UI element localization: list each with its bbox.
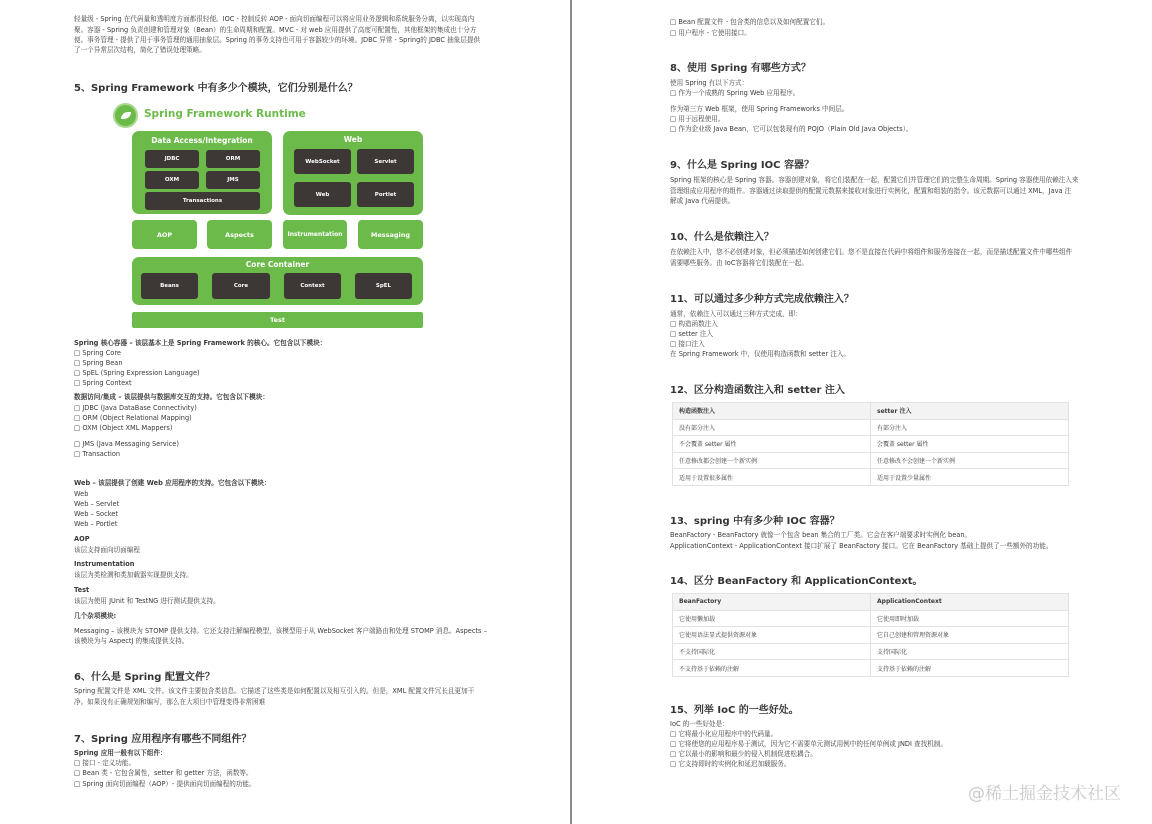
module-websocket: WebSocket <box>294 149 351 174</box>
text-line: 通常，依赖注入可以通过三种方式完成，即： <box>670 310 802 318</box>
table-cell: 任意修改不会创建一个新实例 <box>871 452 1069 469</box>
text-line: 在 Spring Framework 中，仅使用构造函数和 setter 注入。 <box>670 350 851 358</box>
table-cell: 构造函数注入 <box>673 403 871 420</box>
group-title: Data Access/Integration <box>151 136 253 145</box>
list-item: □ Bean 配置文件 - 包含类的信息以及如何配置它们。 <box>670 18 830 26</box>
module-orm: ORM <box>206 150 260 168</box>
heading-7: 7、Spring 应用程序有哪些不同组件？ <box>74 734 252 745</box>
text-line: Spring 框架的核心是 Spring 容器。容器创建对象，将它们装配在一起，配置它们并管理它们的完整生命周期。Spring 容器使用依赖注入来 <box>670 176 1079 184</box>
table-row <box>673 643 1069 660</box>
heading-8: 8、使用 Spring 有哪些方式？ <box>670 63 811 74</box>
constructor-vs-setter-table <box>672 402 1069 486</box>
list-item: □ 它将最小化应用程序中的代码量。 <box>670 730 778 738</box>
module-core: Core <box>212 273 270 299</box>
subheading: AOP <box>74 535 90 543</box>
table-row <box>673 436 1069 453</box>
table-cell: 没有部分注入 <box>673 419 871 436</box>
text-line: 轻量级 - Spring 在代码量和透明度方面都很轻便。IOC - 控制反转 AOP - 面向切面编程可以将应用业务逻辑和系统服务分离，以实现高内 <box>74 15 475 23</box>
table-cell: setter 注入 <box>871 403 1069 420</box>
heading-9: 9、什么是 Spring IOC 容器？ <box>670 160 814 171</box>
heading-15: 15、列举 IoC 的一些好处。 <box>670 705 799 716</box>
module-test: Test <box>132 312 423 328</box>
text-line: Spring 核心容器 – 该层基本上是 Spring Framework 的核心。它包含以下模块： <box>74 339 327 347</box>
table-cell: BeanFactory <box>673 594 871 611</box>
diagram-title: Spring Framework Runtime <box>144 108 306 120</box>
text-line: 使用 Spring 有以下方式： <box>670 79 749 87</box>
beanfactory-vs-applicationcontext-table <box>672 593 1069 677</box>
table-row <box>673 452 1069 469</box>
list-item: □ OXM (Object XML Mappers) <box>74 424 173 432</box>
list-item: □ JDBC (Java DataBase Connectivity) <box>74 404 197 412</box>
text-line: BeanFactory - BeanFactory 就像一个包含 bean 集合的工厂类。它会在客户端要求时实例化 bean。 <box>670 531 972 539</box>
subheading: 几个杂项模块: <box>74 612 117 620</box>
list-item: Web – Servlet <box>74 500 120 508</box>
text-line: Web – 该层提供了创建 Web 应用程序的支持。它包含以下模块： <box>74 479 271 487</box>
text-line: IoC 的一些好处是： <box>670 720 729 728</box>
table-cell: 支持国际化 <box>871 643 1069 660</box>
group-title: Core Container <box>245 260 310 269</box>
list-item: □ setter 注入 <box>670 330 714 338</box>
module-context: Context <box>284 273 341 299</box>
table-cell: 它自己创建和管理资源对象 <box>871 627 1069 644</box>
text-line: 该层支持面向切面编程 <box>74 546 140 554</box>
table-cell: 会覆盖 setter 属性 <box>871 436 1069 453</box>
spring-runtime-diagram <box>100 100 430 335</box>
module-jdbc: JDBC <box>145 150 199 168</box>
text-line: 净。如果没有正确规划和编写，那么在大项目中管理变得非常困难 <box>74 698 266 706</box>
text-line: 管理组成应用程序的组件。容器通过读取提供的配置元数据来接收对象进行实例化，配置和组装的指令。该元数据可以通过 XML，Java 注 <box>670 187 1072 195</box>
heading-10: 10、什么是依赖注入？ <box>670 232 774 243</box>
text-line: 便。事务管理 - 提供了用于事务管理的通用抽象层。Spring 的事务支持也可用于容器较少的环境。JDBC 异常 - Spring的 JDBC 抽象层提供 <box>74 36 481 44</box>
table-header-row <box>673 403 1069 420</box>
text-line: 聚。容器 - Spring 负责创建和管理对象（Bean）的生命周期和配置。MVC - 对 web 应用提供了高度可配置性，其他框架的集成也十分方 <box>74 26 477 34</box>
module-instrumentation: Instrumentation <box>283 220 347 249</box>
list-item: □ 接口 - 定义功能。 <box>74 759 136 767</box>
module-beans: Beans <box>141 273 198 299</box>
list-item: □ 用于远程使用。 <box>670 115 725 123</box>
table-cell: 适用于设置很多属性 <box>673 469 871 486</box>
module-aop: AOP <box>132 220 197 249</box>
module-jms: JMS <box>206 171 260 189</box>
table-cell: 适用于设置少量属性 <box>871 469 1069 486</box>
list-item: □ JMS (Java Messaging Service) <box>74 440 179 448</box>
group-title: Web <box>343 135 363 144</box>
list-item: Web – Portlet <box>74 520 118 528</box>
list-item: □ 它支持即时的实例化和延迟加载服务。 <box>670 760 791 768</box>
list-item: □ Spring 面向切面编程（AOP）- 提供面向切面编程的功能。 <box>74 780 256 788</box>
text-line: 作为第三方 Web 框架，使用 Spring Frameworks 中间层。 <box>670 105 849 113</box>
list-item: □ Spring Core <box>74 349 121 357</box>
text-line: Messaging – 该模块为 STOMP 提供支持。它还支持注解编程模型，该模型用于从 WebSocket 客户端路由和处理 STOMP 消息。Aspects – <box>74 627 487 635</box>
list-item: □ Transaction <box>74 450 121 458</box>
list-item: □ 用户程序 - 它使用接口。 <box>670 29 751 37</box>
module-web: Web <box>294 182 351 207</box>
subheading: Test <box>74 586 90 594</box>
text-line: 了一个异常层次结构，简化了错误处理策略。 <box>74 46 206 54</box>
table-cell: 不支持基于依赖的注解 <box>673 660 871 677</box>
list-item: □ 作为一个成熟的 Spring Web 应用程序。 <box>670 89 800 97</box>
table-row <box>673 469 1069 486</box>
text-line: 该模块为与 AspectJ 的集成提供支持。 <box>74 637 189 645</box>
list-item: □ Spring Context <box>74 379 132 387</box>
module-transactions: Transactions <box>145 192 260 210</box>
list-item: □ ORM (Object Relational Mapping) <box>74 414 192 422</box>
table-row <box>673 660 1069 677</box>
list-item: □ SpEL (Spring Expression Language) <box>74 369 200 377</box>
text-line: 数据访问/集成 – 该层提供与数据库交互的支持。它包含以下模块： <box>74 393 269 401</box>
list-item: □ 构造函数注入 <box>670 320 718 328</box>
module-portlet: Portlet <box>357 182 414 207</box>
table-cell: ApplicationContext <box>871 594 1069 611</box>
list-item: □ 作为企业级 Java Bean，它可以包装现有的 POJO（Plain Old Java Objects）。 <box>670 125 913 133</box>
heading-11: 11、可以通过多少种方式完成依赖注入？ <box>670 294 854 305</box>
list-item: Web – Socket <box>74 510 118 518</box>
module-messaging: Messaging <box>358 220 423 249</box>
list-item: Web <box>74 490 89 498</box>
heading-6: 6、什么是 Spring 配置文件？ <box>74 672 215 683</box>
table-row <box>673 627 1069 644</box>
text-line: Spring 配置文件是 XML 文件。该文件主要包含类信息。它描述了这些类是如何配置以及相互引入的。但是，XML 配置文件冗长且更加干 <box>74 687 475 695</box>
table-cell: 它使用懒加载 <box>673 610 871 627</box>
text-line: 该层为类检测和类加载器实现提供支持。 <box>74 571 193 579</box>
module-spel: SpEL <box>355 273 412 299</box>
text-line: ApplicationContext - ApplicationContext 接口扩展了 BeanFactory 接口。它在 BeanFactory 基础上提供了一些额外的功能。 <box>670 542 1053 550</box>
table-cell: 不会覆盖 setter 属性 <box>673 436 871 453</box>
watermark: @稀土掘金技术社区 <box>968 784 1121 804</box>
heading-13: 13、spring 中有多少种 IOC 容器？ <box>670 516 840 527</box>
list-item: □ Spring Bean <box>74 359 123 367</box>
heading-12: 12、区分构造函数注入和 setter 注入 <box>670 385 845 396</box>
module-servlet: Servlet <box>357 149 414 174</box>
list-item: □ 它以最小的影响和最少的侵入机制促进松耦合。 <box>670 750 817 758</box>
table-cell: 它使用语法显式提供资源对象 <box>673 627 871 644</box>
text-line: 解或 Java 代码提供。 <box>670 197 735 205</box>
table-row <box>673 419 1069 436</box>
spring-leaf-logo-icon <box>113 103 138 128</box>
table-cell: 支持基于依赖的注解 <box>871 660 1069 677</box>
list-item: □ Bean 类 - 它包含属性，setter 和 getter 方法，函数等。 <box>74 769 253 777</box>
list-item: □ 它将使您的应用程序易于测试，因为它不需要单元测试用例中的任何单例或 JNDI 查找机制。 <box>670 740 947 748</box>
text-line: 该层为使用 JUnit 和 TestNG 进行测试提供支持。 <box>74 597 220 605</box>
table-cell: 任意修改都会创建一个新实例 <box>673 452 871 469</box>
module-oxm: OXM <box>145 171 199 189</box>
module-aspects: Aspects <box>207 220 272 249</box>
list-item: □ 接口注入 <box>670 340 705 348</box>
table-cell: 有部分注入 <box>871 419 1069 436</box>
heading-5: 5、Spring Framework 中有多少个模块，它们分别是什么？ <box>74 83 358 94</box>
heading-14: 14、区分 BeanFactory 和 ApplicationContext。 <box>670 576 923 587</box>
table-header-row <box>673 594 1069 611</box>
subheading: Instrumentation <box>74 560 135 568</box>
table-cell: 它使用即时加载 <box>871 610 1069 627</box>
table-row <box>673 610 1069 627</box>
text-line: 需要哪些服务。由 IoC容器将它们装配在一起。 <box>670 259 808 267</box>
text-line: 在依赖注入中，您不必创建对象，但必须描述如何创建它们。您不是直接在代码中将组件和服务连接在一起，而是描述配置文件中哪些组件 <box>670 248 1073 256</box>
text-line: Spring 应用一般有以下组件： <box>74 749 167 757</box>
table-cell: 不支持国际化 <box>673 643 871 660</box>
